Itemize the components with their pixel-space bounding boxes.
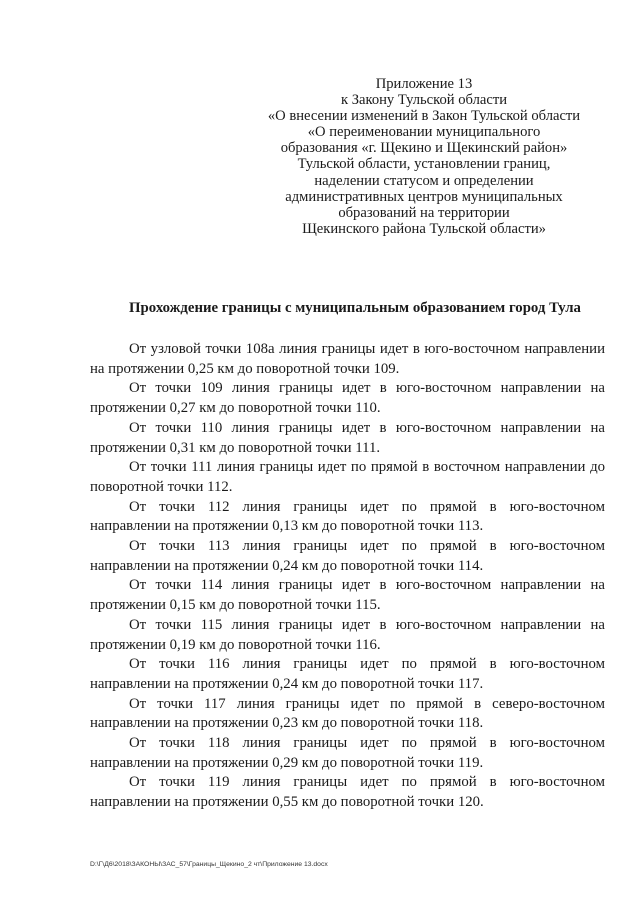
file-path-footer: D:\Г\Д6\2018\ЗАКОНЫ\ЗАС_57\Границы_Щекино_2 чт\Приложение 13.docx — [90, 861, 328, 868]
appendix-line: образования «г. Щекино и Щекинский район» — [280, 140, 568, 157]
appendix-line: образований на территории — [338, 204, 510, 221]
boundary-paragraph: От точки 113 линия границы идет по прямой в юго-восточном направлении на протяжении 0,24 км до поворотной точки 114. — [90, 538, 605, 574]
appendix-line: к Закону Тульской области — [340, 92, 508, 109]
appendix-line: административных центров муниципальных — [285, 188, 563, 205]
boundary-paragraph: От точки 114 линия границы идет в юго-восточном направлении на протяжении 0,15 км до поворотной точки 115. — [90, 577, 605, 614]
appendix-line: «О внесении изменений в Закон Тульской области — [267, 108, 581, 125]
boundary-paragraph: От точки 118 линия границы идет по прямой в юго-восточном направлении на протяжении 0,29 км до поворотной точки 119. — [90, 735, 605, 771]
boundary-paragraph: От точки 117 линия границы идет по прямой в северо-восточном направлении на протяжении 0,23 км до поворотной точки 118. — [90, 695, 605, 732]
boundary-paragraph: От точки 112 линия границы идет по прямой в юго-восточном направлении на протяжении 0,13 км до поворотной точки 113. — [90, 498, 605, 535]
appendix-line: Тульской области, установлении границ, — [297, 156, 551, 173]
boundary-paragraph: От точки 116 линия границы идет по прямой в юго-восточном направлении на протяжении 0,24 км до поворотной точки 117. — [90, 656, 605, 692]
section-heading: Прохождение границы с муниципальным образованием город Тула — [129, 300, 581, 316]
appendix-block — [238, 76, 610, 237]
appendix-line: наделении статусом и определении — [314, 172, 534, 189]
boundary-paragraph: От точки 115 линия границы идет в юго-восточном направлении на протяжении 0,19 км до поворотной точки 116. — [90, 616, 605, 653]
boundary-paragraph: От точки 111 линия границы идет по прямой в восточном направлении до поворотной точки 112. — [90, 459, 605, 495]
boundary-paragraph: От точки 109 линия границы идет в юго-восточном направлении на протяжении 0,27 км до поворотной точки 110. — [90, 380, 605, 417]
appendix-line: Щекинского района Тульской области» — [302, 220, 546, 237]
boundary-paragraph: От узловой точки 108а линия границы идет в юго-восточном направлении на протяжении 0,25 км до поворотной точки 109. — [90, 341, 605, 377]
appendix-line: Приложение 13 — [375, 76, 473, 92]
appendix-line: «О переименовании муниципального — [307, 124, 541, 141]
boundary-description — [90, 340, 605, 813]
boundary-paragraph: От точки 119 линия границы идет по прямой в юго-восточном направлении на протяжении 0,55 км до поворотной точки 120. — [90, 774, 605, 811]
boundary-paragraph: От точки 110 линия границы идет в юго-восточном направлении на протяжении 0,31 км до поворотной точки 111. — [90, 419, 605, 456]
